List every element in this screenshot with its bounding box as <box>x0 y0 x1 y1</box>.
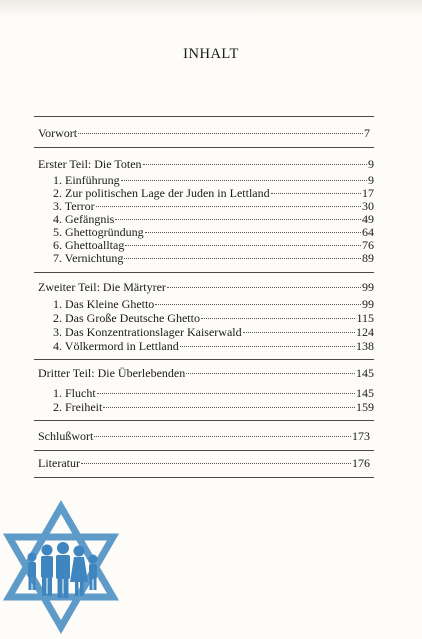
toc-label: 2. Zur politischen Lage der Juden in Lettland <box>53 186 270 200</box>
toc-label: Erster Teil: Die Toten <box>38 157 142 171</box>
toc-label: 3. Das Konzentrationslager Kaiserwald <box>53 325 242 339</box>
toc-label: 1. Flucht <box>53 386 96 400</box>
dot-leader <box>186 373 355 374</box>
toc-page: 89 <box>362 251 374 265</box>
toc-entry <box>53 297 374 311</box>
toc-page: 9 <box>368 157 374 171</box>
dot-leader <box>243 332 355 333</box>
toc-entry <box>53 186 374 200</box>
toc-page: 49 <box>362 212 374 226</box>
dot-leader <box>97 393 355 394</box>
toc-entry <box>53 173 374 187</box>
dot-leader <box>94 436 351 437</box>
toc-page: 7 <box>364 126 370 140</box>
toc-page: 99 <box>362 280 374 294</box>
page-title: INHALT <box>183 46 239 62</box>
toc-label: Zweiter Teil: Die Märtyrer <box>38 280 166 294</box>
toc-part-3-title <box>38 366 374 380</box>
divider <box>34 477 374 478</box>
dot-leader <box>201 318 355 319</box>
divider <box>34 116 374 117</box>
divider <box>34 420 374 421</box>
toc-part-1-title <box>38 157 374 171</box>
toc-entry <box>53 311 374 325</box>
toc-page: 176 <box>352 456 370 470</box>
toc-page: 138 <box>356 339 374 353</box>
dot-leader <box>124 258 361 259</box>
divider <box>34 272 374 273</box>
dot-leader <box>81 463 351 464</box>
toc-entry <box>53 212 374 226</box>
toc-entry-vorwort <box>38 126 370 140</box>
dot-leader <box>103 407 355 408</box>
toc-entry <box>53 386 374 400</box>
star-of-david-family-icon <box>0 500 122 639</box>
toc-page: 64 <box>362 225 374 239</box>
toc-label: 7. Vernichtung <box>53 251 124 265</box>
toc-label: 6. Ghettoalltag <box>53 238 125 252</box>
toc-label: Schlußwort <box>38 429 94 443</box>
toc-entry <box>53 199 374 213</box>
toc-page: 145 <box>356 366 374 380</box>
toc-label: 4. Gefängnis <box>53 212 115 226</box>
toc-label: 2. Das Große Deutsche Ghetto <box>53 311 200 325</box>
toc-label: Dritter Teil: Die Überlebenden <box>38 366 186 380</box>
toc-page: 99 <box>362 297 374 311</box>
dot-leader <box>115 219 361 220</box>
toc-page: 173 <box>352 429 370 443</box>
dot-leader <box>143 164 367 165</box>
dot-leader <box>125 245 361 246</box>
toc-page: 159 <box>356 400 374 414</box>
toc-page: 17 <box>362 186 374 200</box>
dot-leader <box>167 287 361 288</box>
divider <box>34 359 374 360</box>
toc-entry <box>53 400 374 414</box>
toc-entry <box>53 251 374 265</box>
toc-entry <box>53 325 374 339</box>
page-edge-shadow <box>0 0 422 16</box>
toc-page: 9 <box>368 173 374 187</box>
toc-part-2-title <box>38 280 374 294</box>
toc-page: 115 <box>356 311 374 325</box>
dot-leader <box>121 180 367 181</box>
toc-entry <box>53 238 374 252</box>
toc-label: 2. Freiheit <box>53 400 103 414</box>
toc-label: Vorwort <box>38 126 78 140</box>
dot-leader <box>145 232 361 233</box>
toc-entry-literatur <box>38 456 370 470</box>
dot-leader <box>96 206 361 207</box>
dot-leader <box>78 133 363 134</box>
toc-label: 5. Ghettogründung <box>53 225 144 239</box>
toc-page: 145 <box>356 386 374 400</box>
toc-page: 124 <box>356 325 374 339</box>
toc-entry-schlusswort <box>38 429 370 443</box>
toc-entry <box>53 339 374 353</box>
dot-leader <box>180 346 355 347</box>
toc-page: 76 <box>362 238 374 252</box>
divider <box>34 450 374 451</box>
toc-label: 1. Einführung <box>53 173 120 187</box>
toc-label: 1. Das Kleine Ghetto <box>53 297 155 311</box>
toc-label: 3. Terror <box>53 199 95 213</box>
toc-label: Literatur <box>38 456 80 470</box>
dot-leader <box>155 304 361 305</box>
toc-page: 30 <box>362 199 374 213</box>
toc-entry <box>53 225 374 239</box>
toc-label: 4. Völkermord in Lettland <box>53 339 179 353</box>
divider <box>34 147 374 148</box>
dot-leader <box>271 193 361 194</box>
